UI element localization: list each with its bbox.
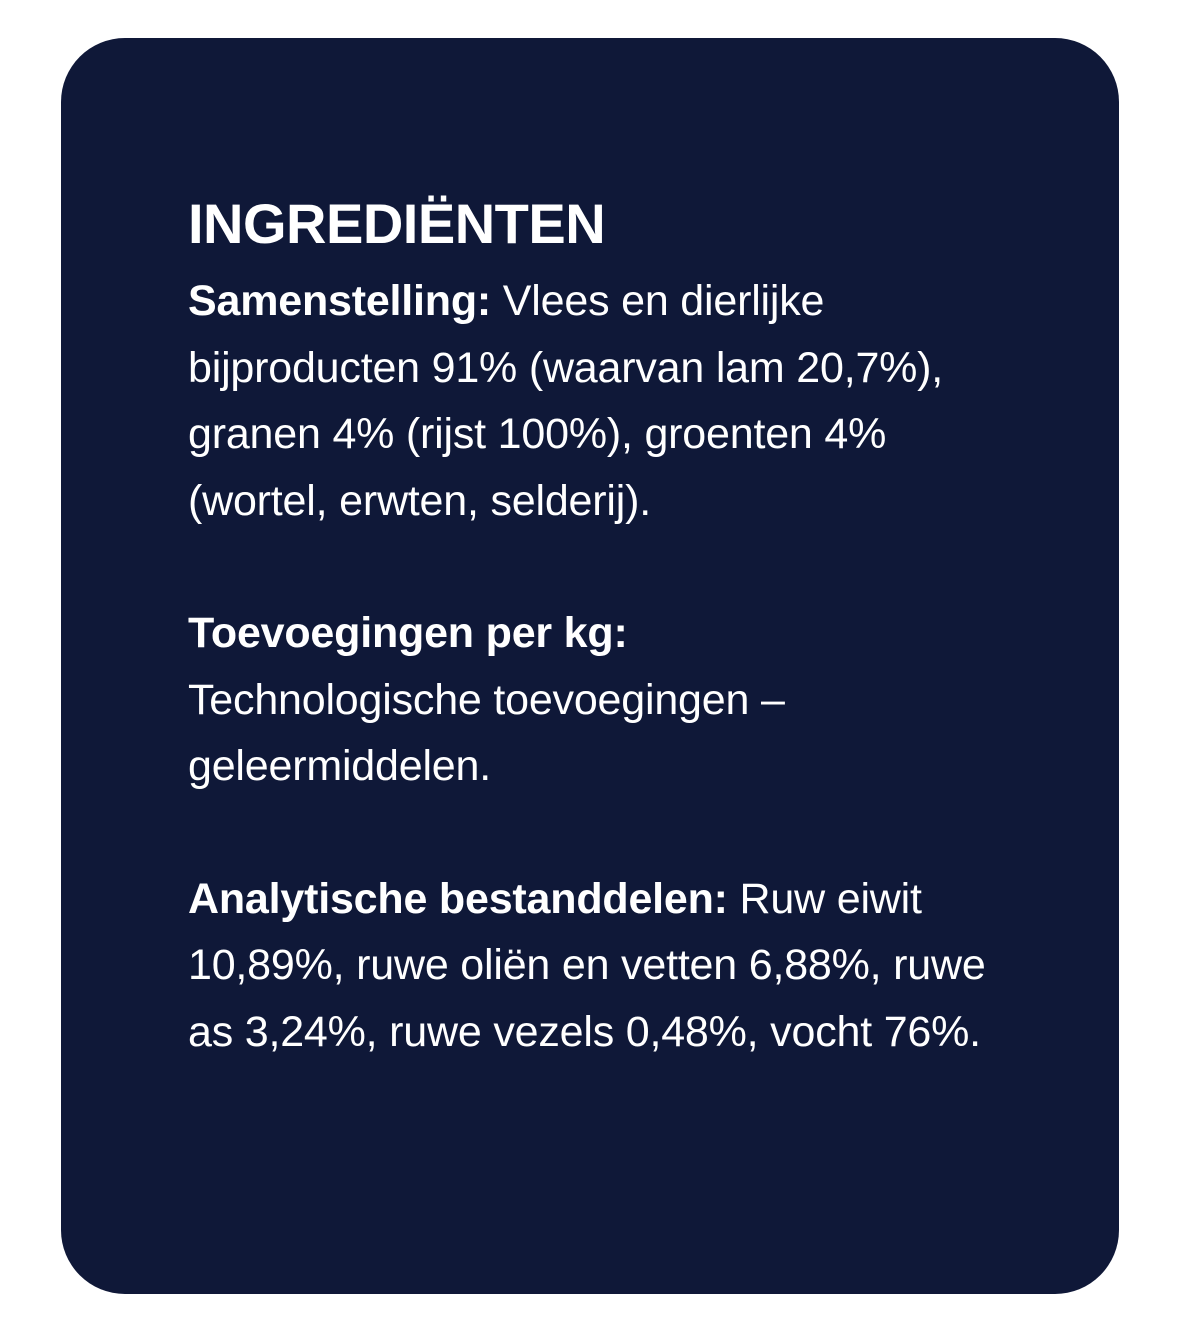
composition-text: Vlees en dierlijke bijproducten 91% (waarvan lam 20,7%), granen 4% (rijst 100%), groenten 4% (wortel, erwten, selderij).	[188, 277, 944, 525]
composition-section	[188, 268, 988, 534]
card-title: INGREDIËNTEN	[188, 192, 606, 255]
ingredients-card	[61, 38, 1119, 1294]
analytical-text: Ruw eiwit 10,89%, ruwe oliën en vetten 6,88%, ruwe as 3,24%, ruwe vezels 0,48%, vocht 76%.	[188, 874, 986, 1056]
analytical-label: Analytische bestanddelen:	[188, 874, 728, 923]
additives-label: Toevoegingen per kg:	[188, 609, 628, 657]
additives-text: Technologische toevoegingen – geleermiddelen.	[188, 675, 785, 790]
composition-label: Samenstelling:	[188, 277, 492, 325]
analytical-section	[188, 866, 988, 1066]
additives-section	[188, 600, 988, 800]
